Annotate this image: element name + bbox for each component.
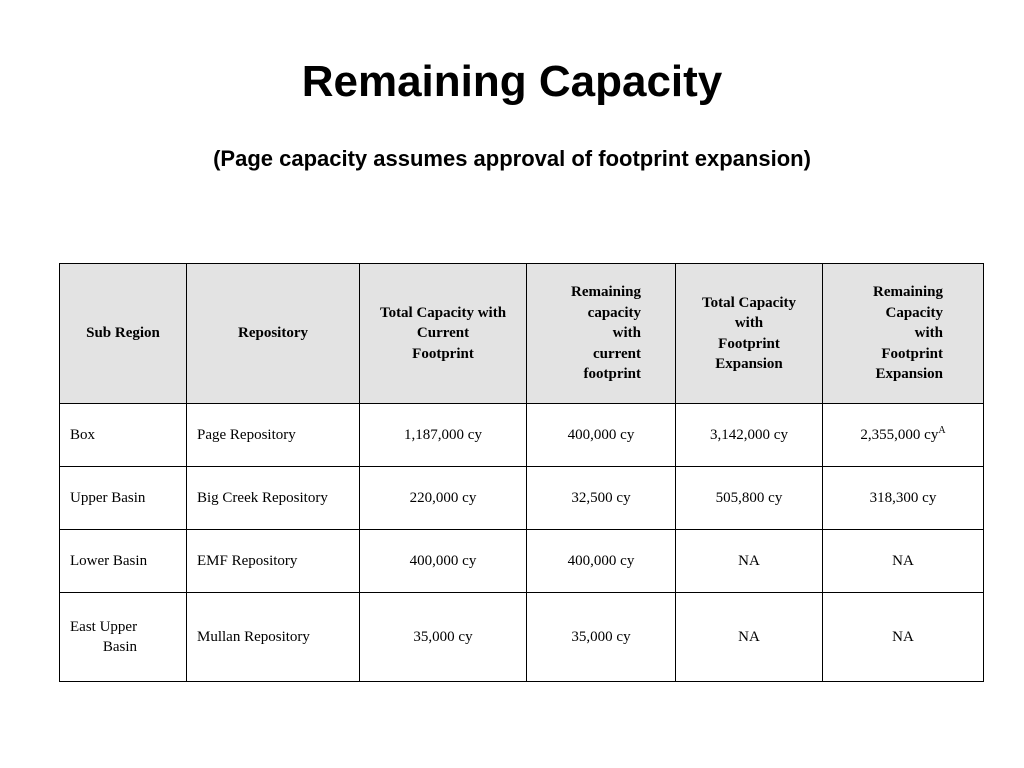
cell-total-expansion: NA	[676, 593, 823, 682]
cell-sub-region: Lower Basin	[60, 530, 187, 593]
cell-remaining-expansion: NA	[823, 530, 984, 593]
cell-remaining-current: 400,000 cy	[527, 530, 676, 593]
header-remaining-capacity-expansion: Remaining Capacity with Footprint Expansion	[823, 264, 984, 404]
header-total-capacity-expansion: Total Capacity with Footprint Expansion	[676, 264, 823, 404]
page-title: Remaining Capacity	[301, 57, 723, 106]
header-sub-region: Sub Region	[60, 264, 187, 404]
cell-repository: Page Repository	[187, 404, 360, 467]
cell-remaining-current: 400,000 cy	[527, 404, 676, 467]
cell-sub-region: Box	[60, 404, 187, 467]
cell-total-expansion: 505,800 cy	[676, 467, 823, 530]
cell-remaining-expansion	[823, 404, 984, 467]
cell-total-expansion: NA	[676, 530, 823, 593]
cell-remaining-current: 35,000 cy	[527, 593, 676, 682]
table-row	[60, 593, 984, 682]
header-repository: Repository	[187, 264, 360, 404]
footnote-marker: A	[938, 424, 946, 436]
table-row	[60, 530, 984, 593]
cell-repository: Big Creek Repository	[187, 467, 360, 530]
table-row	[60, 467, 984, 530]
capacity-table	[59, 263, 984, 682]
header-remaining-capacity-current: Remaining capacity with current footprint	[527, 264, 676, 404]
cell-total-current: 35,000 cy	[360, 593, 527, 682]
cell-total-current: 400,000 cy	[360, 530, 527, 593]
cell-total-current: 220,000 cy	[360, 467, 527, 530]
cell-value: 2,355,000 cy	[860, 426, 939, 443]
header-total-capacity-current: Total Capacity with Current Footprint	[360, 264, 527, 404]
cell-value: East Upper Basin	[70, 618, 138, 655]
cell-repository: EMF Repository	[187, 530, 360, 593]
cell-remaining-current: 32,500 cy	[527, 467, 676, 530]
cell-repository: Mullan Repository	[187, 593, 360, 682]
page-subtitle: (Page capacity assumes approval of footprint expansion)	[213, 146, 811, 171]
table-header-row	[60, 264, 984, 404]
table-row	[60, 404, 984, 467]
cell-total-current: 1,187,000 cy	[360, 404, 527, 467]
cell-remaining-expansion: NA	[823, 593, 984, 682]
cell-sub-region: Upper Basin	[60, 467, 187, 530]
cell-sub-region	[60, 593, 187, 682]
cell-total-expansion: 3,142,000 cy	[676, 404, 823, 467]
cell-remaining-expansion: 318,300 cy	[823, 467, 984, 530]
